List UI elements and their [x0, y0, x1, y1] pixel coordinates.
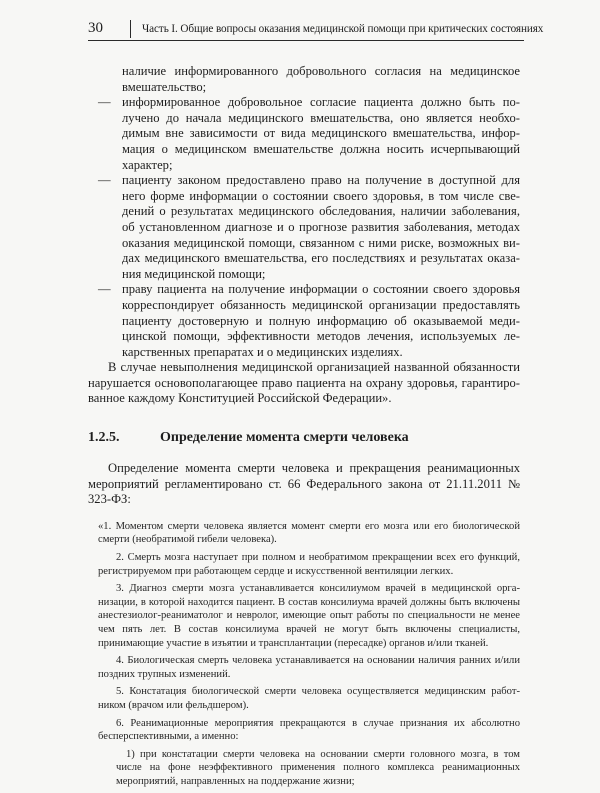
quote-paragraph: 3. Диагноз смерти мозга устанавливается консилиумом врачей в медицинской организации, в которой находится пациент. В состав консилиума врачей должны быть включены анестезиолог-реаниматолог и невролог, имеющие опыт работы по специальности не менее чем пять лет. В состав консилиума врачей не могут быть включены специалисты, принимающие участие в изъятии и трансплантации (пересадке) органов и/или тканей. — [98, 583, 520, 649]
list-item-text: наличие информированного добровольного согласия на медицинское вмешательство; — [122, 64, 520, 94]
list-item — [88, 282, 520, 360]
page-number: 30 — [88, 20, 103, 36]
list-item-text: пациенту законом предоставлено право на получение в доступной для него форме информации о состоянии своего здоровья, в том числе сведений о результатах медицинского обследования, наличии заболевания, об установленном диагнозе и о прогнозе развития заболевания, методах оказания медицинской помощи, связанном с ними риске, возможных видах медицинского вмешательства, его последствиях и результатах оказания медицинской помощи; — [122, 173, 520, 281]
section-title: Определение момента смерти человека — [160, 430, 409, 446]
list-item-text: праву пациента на получение информации о состоянии своего здоровья корреспондирует обязанность медицинской организации предоставлять пациенту достоверную и полную информацию об оказываемой медицинской помощи, эффективности методов лечения, используемых лекарственных препаратах и о медицинских изделиях. — [122, 282, 520, 359]
quote-paragraph: «1. Моментом смерти человека является момент смерти его мозга или его биологической смерти (необратимой гибели человека). — [98, 520, 520, 546]
list-item-text: информированное добровольное согласие пациента должно быть получено до начала медицинского вмешательства, оно является необходимым вне зависимости от вида медицинского вмешательства, информация о медицинском вмешательстве должна носить исчерпывающий характер; — [122, 95, 520, 172]
section-number: 1.2.5. — [88, 430, 120, 446]
quote-paragraph: 4. Биологическая смерть человека устанавливается на основании наличия ранних и/или поздних трупных изменений. — [98, 655, 520, 680]
closing-paragraph: В случае невыполнения медицинской организацией названной обязанности нарушается основополагающее право пациента на охрану здоровья, гарантированное каждому Конституцией Российской Федерации». — [88, 360, 520, 406]
list-item — [88, 173, 520, 282]
section-intro: Определение момента смерти человека и прекращения реанимационных мероприятий регламентировано ст. 66 Федерального закона от 21.11.2011 № 323-ФЗ: — [88, 461, 520, 507]
running-title: Часть I. Общие вопросы оказания медицинской помощи при критических состояниях — [142, 23, 544, 35]
law-quote — [98, 520, 520, 789]
list-dash: — — [98, 95, 111, 110]
running-header — [88, 18, 544, 41]
quote-paragraph: 6. Реанимационные мероприятия прекращаются в случае признания их абсолютно бесперспективными, а именно: — [98, 717, 520, 743]
list-item — [88, 95, 520, 173]
section-heading — [88, 429, 520, 447]
quote-subparagraph: 1) при констатации смерти человека на основании смерти головного мозга, в том числе на фоне неэффективного применения полного комплекса реанимационных мероприятий, направленных на поддержание жизни; — [116, 748, 520, 787]
header-divider — [130, 20, 131, 38]
quote-paragraph: 5. Констатация биологической смерти человека осуществляется медицинским работником (врачом или фельдшером). — [98, 686, 520, 711]
list-dash: — — [98, 282, 111, 297]
list-dash: — — [98, 173, 111, 188]
page-body — [88, 64, 520, 793]
quote-paragraph: 2. Смерть мозга наступает при полном и необратимом прекращении всех его функций, регистрируемом при работающем сердце и искусственной вентиляции легких. — [98, 552, 520, 577]
list-item — [88, 64, 520, 95]
